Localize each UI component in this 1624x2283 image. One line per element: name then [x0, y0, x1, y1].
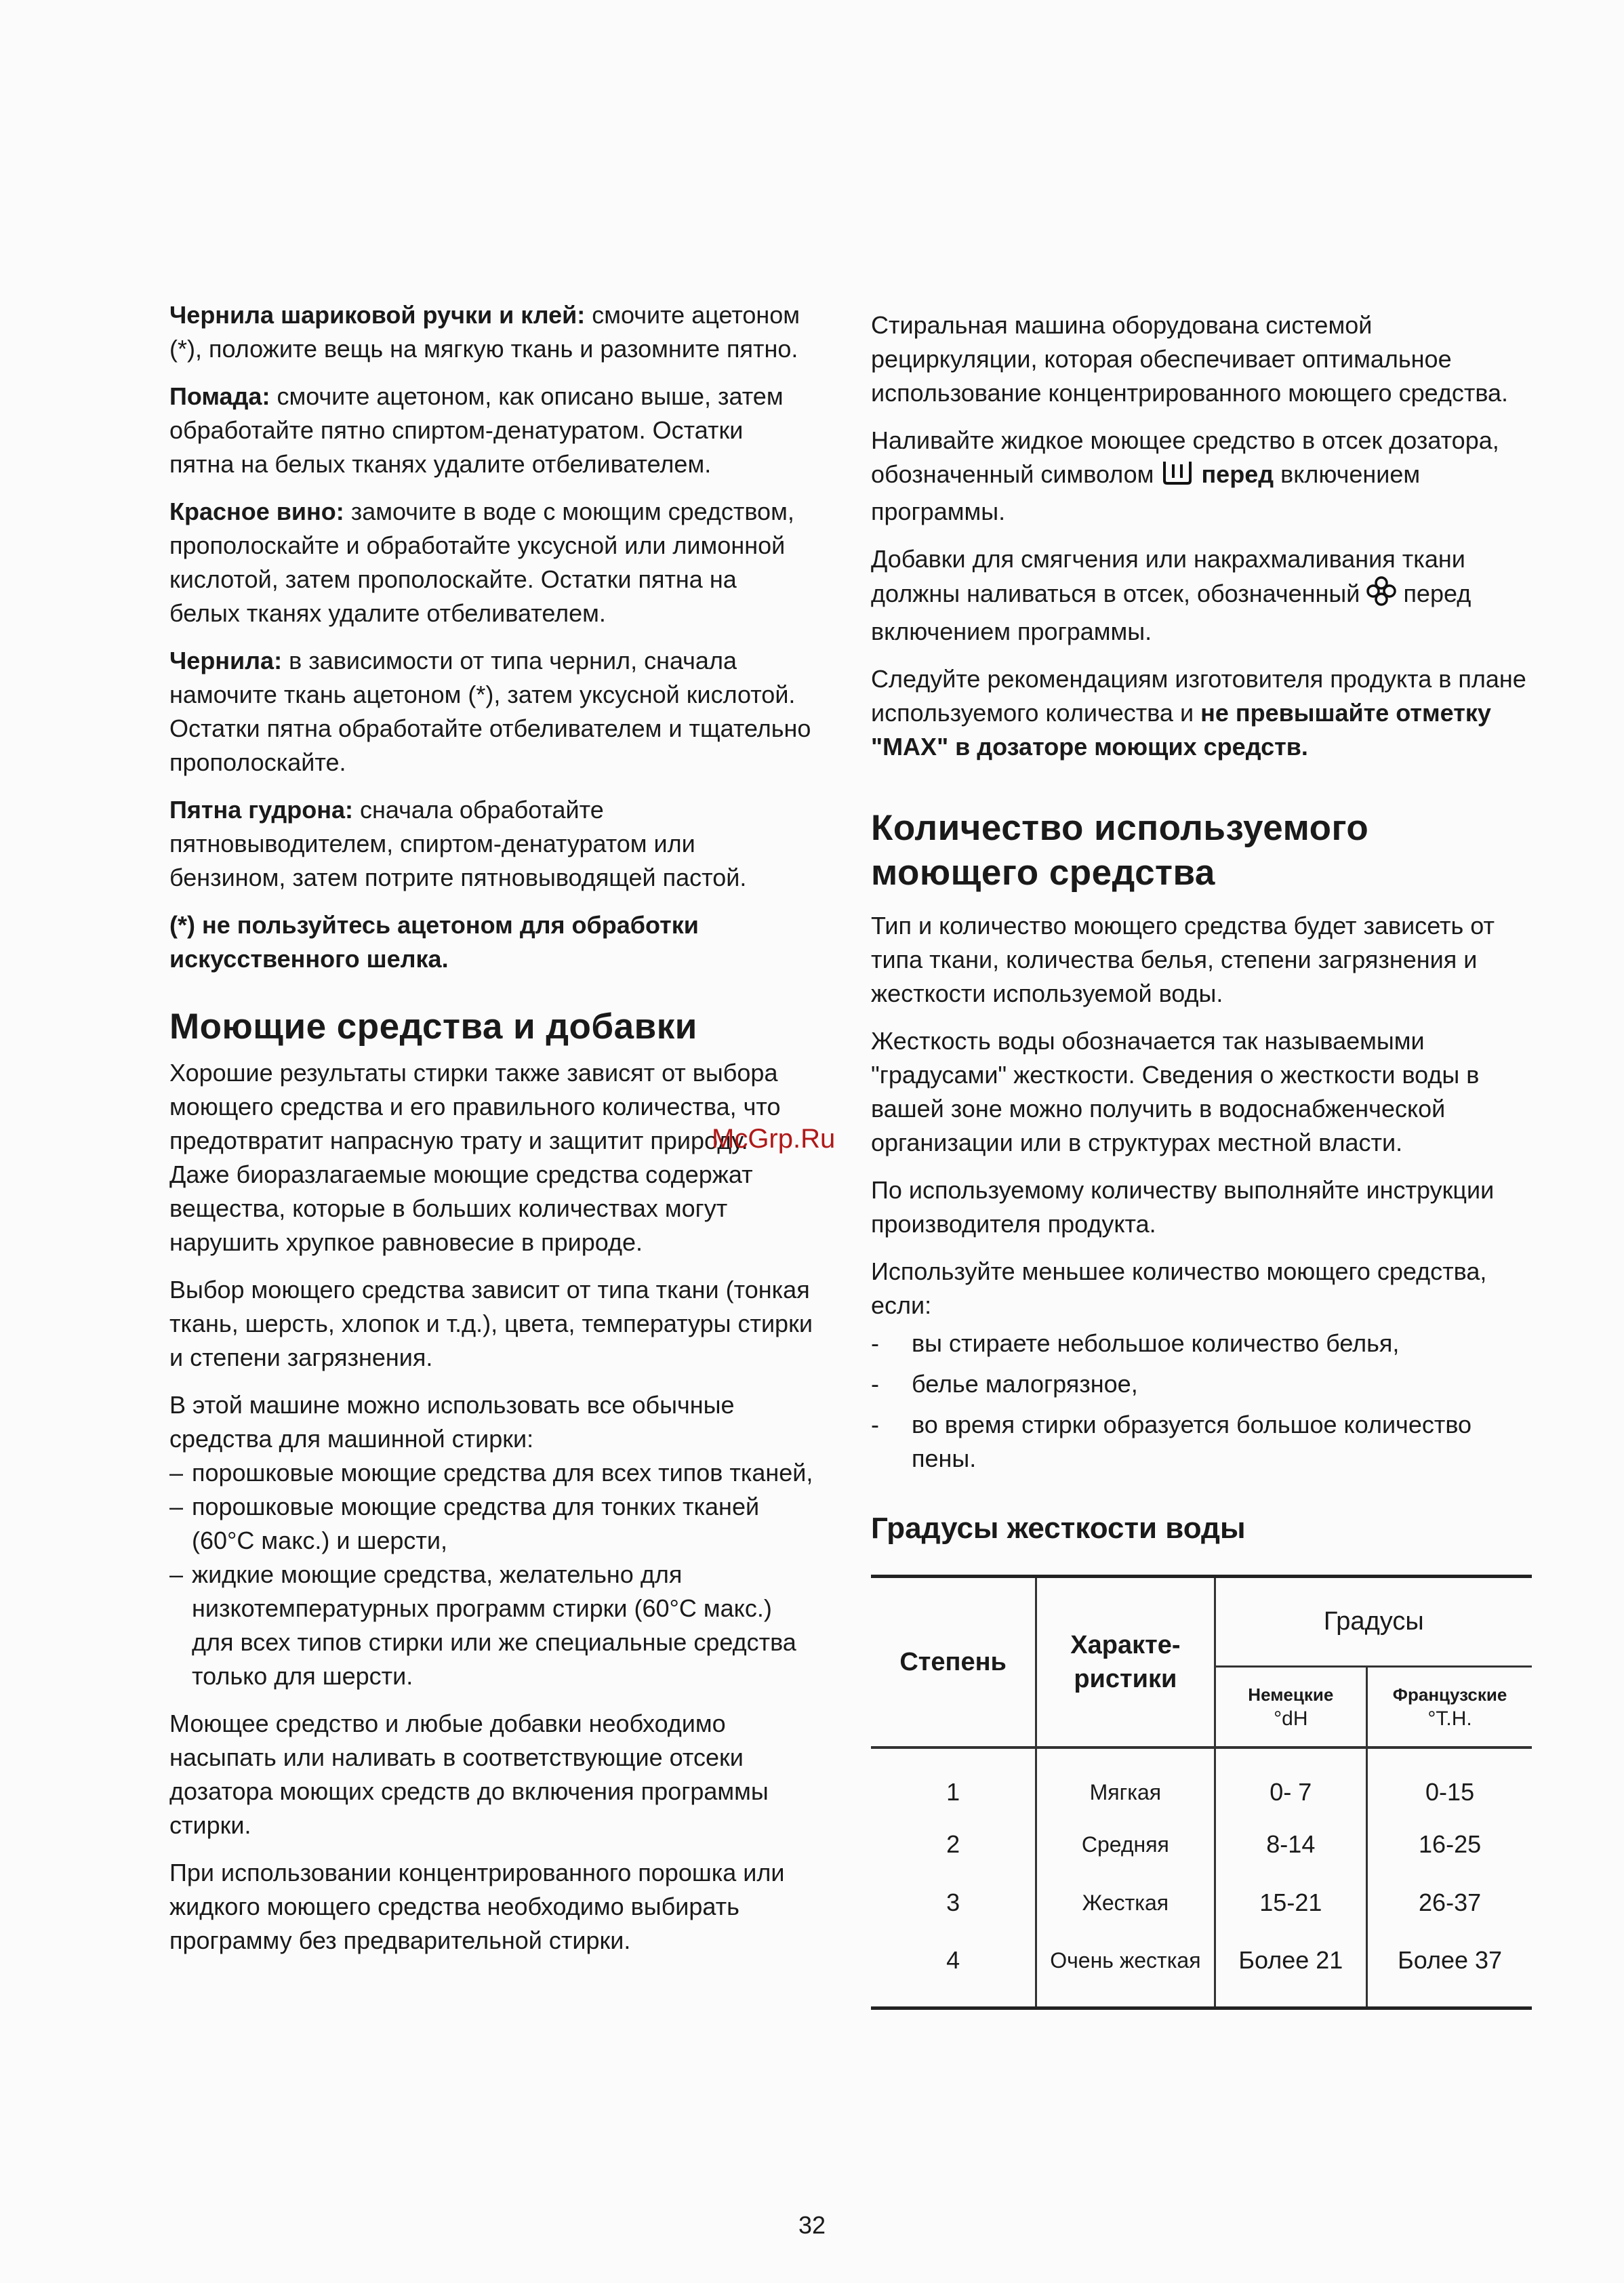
detergents-para-3: В этой машине можно использовать все обычные средства для машинной стирки:: [169, 1391, 735, 1453]
col-header-german: Немецкие °dH: [1215, 1666, 1367, 1747]
list-item: – порошковые моющие средства для тонких тканей (60°C макс.) и шерсти,: [169, 1493, 760, 1554]
col-header-characteristics: Характе-ристики: [1036, 1578, 1215, 1747]
quantity-para-2: Жесткость воды обозначается так называемыми "градусами" жесткости. Сведения о жесткости воды в вашей зоне можно получить в водоснабженческой организации или в структурах местной власти.: [871, 1027, 1480, 1156]
col-header-degrees: Градусы: [1215, 1578, 1532, 1666]
flower-softener-icon: [1366, 576, 1396, 615]
stain-tar: Пятна гудрона: сначала обработайте пятновыводителем, спиртом-денатуратом или бензином, затем потрите пятновыводящей пастой.: [169, 796, 747, 891]
list-item: – жидкие моющие средства, желательно для низкотемпературных программ стирки (60°C макс.) для всех типов стирки или же специальные средства только для шерсти.: [169, 1560, 796, 1690]
section-heading-detergents: Моющие средства и добавки: [169, 1007, 697, 1047]
section-heading-quantity: Количество используемого моющего средства: [871, 808, 1369, 893]
softener-para: Добавки для смягчения или накрахмаливания ткани должны наливаться в отсек, обозначенный перед включением программы.: [871, 545, 1471, 645]
table-row: 4 Очень жесткая Более 21 Более 37: [871, 1932, 1532, 2006]
col-header-degree: Степень: [871, 1578, 1036, 1747]
stain-red-wine: Красное вино: замочите в воде с моющим средством, прополоскайте и обработайте уксусной или лимонной кислотой, затем прополоскайте. Остатки пятна на белых тканях удалите отбеливателем.: [169, 498, 794, 627]
quantity-para-3: По используемому количеству выполняйте инструкции производителя продукта.: [871, 1176, 1495, 1238]
watermark: McGrp.Ru: [712, 1124, 836, 1154]
detergents-para-4: Моющее средство и любые добавки необходимо насыпать или наливать в соответствующие отсеки дозатора моющих средств до включения программы стирки.: [169, 1710, 769, 1839]
table-row: 1 Мягкая 0- 7 0-15: [871, 1747, 1532, 1815]
less-detergent-list: [871, 1327, 1532, 1476]
liquid-detergent-icon: [1160, 458, 1194, 495]
list-item: - вы стираете небольшое количество белья,: [871, 1329, 1400, 1357]
stain-ballpoint: Чернила шариковой ручки и клей: смочите ацетоном (*), положите вещь на мягкую ткань и разомните пятно.: [169, 301, 800, 363]
quantity-para-1: Тип и количество моющего средства будет зависеть от типа ткани, количества белья, степени загрязнения и жесткости используемой воды.: [871, 912, 1495, 1007]
list-item: – порошковые моющие средства для всех типов тканей,: [169, 1459, 813, 1487]
water-hardness-heading: Градусы жесткости воды: [871, 1512, 1246, 1545]
detergents-para-5: При использовании концентрированного порошка или жидкого моющего средства необходимо выбирать программу без предварительной стирки.: [169, 1859, 785, 1954]
col-header-french: Французские °T.H.: [1367, 1666, 1532, 1747]
quantity-para-4: Используйте меньшее количество моющего средства, если:: [871, 1257, 1487, 1319]
recommendation-para: Следуйте рекомендациям изготовителя продукта в плане используемого количества и не превышайте отметку "MAX" в дозаторе моющих средств.: [871, 665, 1526, 761]
stain-ink: Чернила: в зависимости от типа чернил, сначала намочите ткань ацетоном (*), затем уксусной кислотой. Остатки пятна обработайте отбеливателем и тщательно прополоскайте.: [169, 647, 811, 776]
detergents-para-1: Хорошие результаты стирки также зависят от выбора моющего средства и его правильного количества, что предотвратит напрасную трату и защитит природу. Даже биоразлагаемые моющие средства содержат вещества, которые в больших количествах могут нарушить хрупкое равновесие в природе.: [169, 1059, 781, 1256]
water-hardness-table: [871, 1575, 1532, 2010]
list-item: - белье малогрязное,: [871, 1370, 1138, 1398]
liquid-detergent-para: Наливайте жидкое моющее средство в отсек дозатора, обозначенный символом перед включением программы.: [871, 426, 1499, 525]
detergent-types-list: [169, 1456, 813, 1693]
table-row: 2 Средняя 8-14 16-25: [871, 1815, 1532, 1874]
table-row: 3 Жесткая 15-21 26-37: [871, 1874, 1532, 1932]
list-item: - во время стирки образуется большое количество пены.: [871, 1411, 1472, 1472]
acetone-note: (*) не пользуйтесь ацетоном для обработки искусственного шелка.: [169, 911, 699, 973]
stain-lipstick: Помада: смочите ацетоном, как описано выше, затем обработайте пятно спиртом-денатуратом. Остатки пятна на белых тканях удалите отбеливателем.: [169, 382, 784, 478]
right-column: [871, 308, 1532, 2010]
page-number: 32: [798, 2211, 826, 2239]
recirculation-para: Стиральная машина оборудована системой рециркуляции, которая обеспечивает оптимальное использование концентрированного моющего средства.: [871, 311, 1509, 407]
detergents-para-2: Выбор моющего средства зависит от типа ткани (тонкая ткань, шерсть, хлопок и т.д.), цвета, температуры стирки и степени загрязнения.: [169, 1276, 813, 1371]
